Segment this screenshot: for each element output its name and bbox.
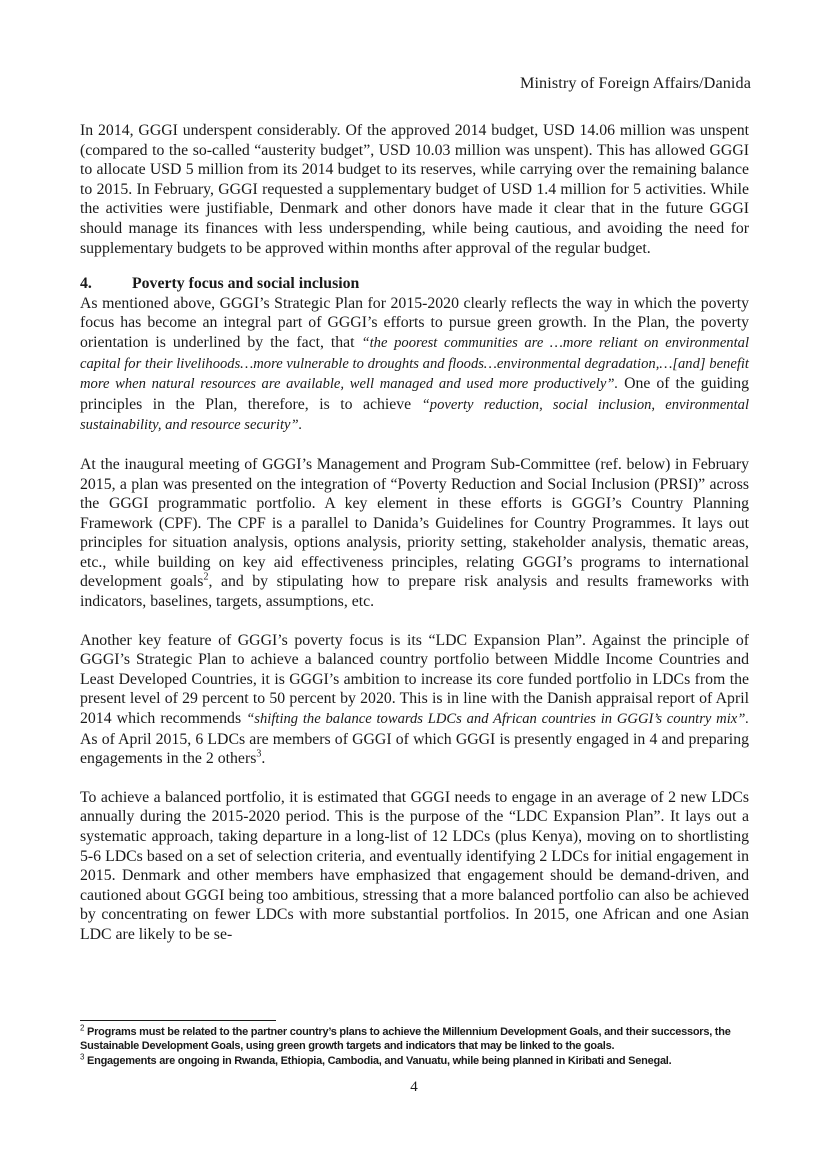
paragraph-balanced-portfolio: To achieve a balanced portfolio, it is estimated that GGGI needs to engage in an average of 2 new LDCs annually during the 2015-2020 period. This is the purpose of the “LDC Expansion Plan”. It lays out a systematic approach, taking departure in a long-list of 12 LDCs (plus Kenya), moving on to shortlisting 5-6 LDCs based on a set of selection criteria, and eventually identifying 2 LDCs for initial engagement in 2015. Denmark and other members have emphasized that engagement should be demand-driven, and cautioned about GGGI being too ambitious, stressing that a more balanced portfolio can also be achieved by concentrating on fewer LDCs with more substantial portfolios. In 2015, one African and one Asian LDC are likely to be se- <box>80 788 749 943</box>
paragraph-poverty-focus <box>80 294 749 436</box>
footnote-text: Programs must be related to the partner country’s plans to achieve the Millennium Development Goals, and their successors, the Sustainable Development Goals, using green growth targets and indicators that may be linked to the goals. <box>80 1026 731 1053</box>
text-run: . <box>261 750 266 768</box>
paragraph-budget: In 2014, GGGI underspent considerably. Of the approved 2014 budget, USD 14.06 million was unspent (compared to the so-called “austerity budget”, USD 10.03 million was unspent). This has allowed GGGI to allocate USD 5 million from its 2014 budget to its reserves, while carrying over the remaining balance to 2015. In February, GGGI requested a supplementary budget of USD 1.4 million for 5 activities. While the activities were justifiable, Denmark and other donors have made it clear that in the future GGGI should manage its finances with less underspending, while being cautious, and avoiding the need for supplementary budgets to be approved within months after approval of the regular budget. <box>80 122 749 257</box>
footnotes <box>80 1025 750 1068</box>
footnote-text: Engagements are ongoing in Rwanda, Ethiopia, Cambodia, and Vanuatu, while being planned in Kiribati and Senegal. <box>87 1054 672 1067</box>
text-run: At the inaugural meeting of GGGI’s Management and Program Sub-Committee (ref. below) in February 2015, a plan was presented on the integration of “Poverty Reduction and Social Inclusion (PRSI)” across the GGGI programmatic portfolio. A key element in these efforts is GGGI’s Country Planning Framework (CPF). The CPF is a parallel to Danida’s Guidelines for Country Programmes. It lays out principles for situation analysis, options analysis, priority setting, stakeholder analysis, thematic areas, etc., while building on key aid effectiveness principles, relating GGGI’s programs to international development goals <box>80 455 749 591</box>
main-content <box>80 121 749 945</box>
footnote-divider <box>80 1020 276 1021</box>
quote-strategic-plan: “the poorest communities are …more reliant on environmental capital for their livelihoods…more vulnerable to droughts and floods…environmental degradation,…[and] benefit more when natural resources are available, well managed and used more productively”. <box>80 334 749 393</box>
footnote-ref: 3 <box>256 748 262 760</box>
text-run: One of the guiding principles in the Plan, therefore, is to achieve <box>80 375 750 413</box>
text-run: As mentioned above, GGGI’s Strategic Plan for 2015-2020 clearly reflects the way in which the poverty focus has become an integral part of GGGI’s efforts to pursue green growth. In the Plan, the poverty orientation is underlined by the fact, that <box>80 294 749 351</box>
footnote-ref: 2 <box>203 572 209 584</box>
footnote-2 <box>80 1025 750 1054</box>
text-run: , and by stipulating how to prepare risk analysis and results frameworks with indicators, baselines, targets, assumptions, etc. <box>80 573 750 611</box>
footnote-3 <box>80 1054 750 1068</box>
quote-guiding-principles: “poverty reduction, social inclusion, environmental sustainability, and resource security”. <box>80 396 750 434</box>
quote-appraisal: “shifting the balance towards LDCs and African countries in GGGI’s country mix”. <box>246 711 749 728</box>
page-number: 4 <box>410 1079 418 1095</box>
footnote-mark: 3 <box>80 1052 85 1062</box>
footnote-mark: 2 <box>80 1023 85 1033</box>
section-number: 4. <box>80 275 92 293</box>
section-title: Poverty focus and social inclusion <box>132 275 360 293</box>
section-heading <box>80 274 749 294</box>
paragraph-ldc-expansion <box>80 631 749 769</box>
page-header: Ministry of Foreign Affairs/Danida <box>519 74 751 92</box>
text-run: As of April 2015, 6 LDCs are members of GGGI of which GGGI is presently engaged in 4 and preparing engagements in the 2 others <box>80 730 749 768</box>
text-run: Another key feature of GGGI’s poverty focus is its “LDC Expansion Plan”. Against the principle of GGGI’s Strategic Plan to achieve a balanced country portfolio between Middle Income Countries and Least Developed Countries, it is GGGI’s ambition to increase its core funded portfolio in LDCs from the present level of 29 percent to 50 percent by 2020. This is in line with the Danish appraisal report of April 2014 which recommends <box>80 631 749 728</box>
paragraph-prsi <box>80 455 749 612</box>
